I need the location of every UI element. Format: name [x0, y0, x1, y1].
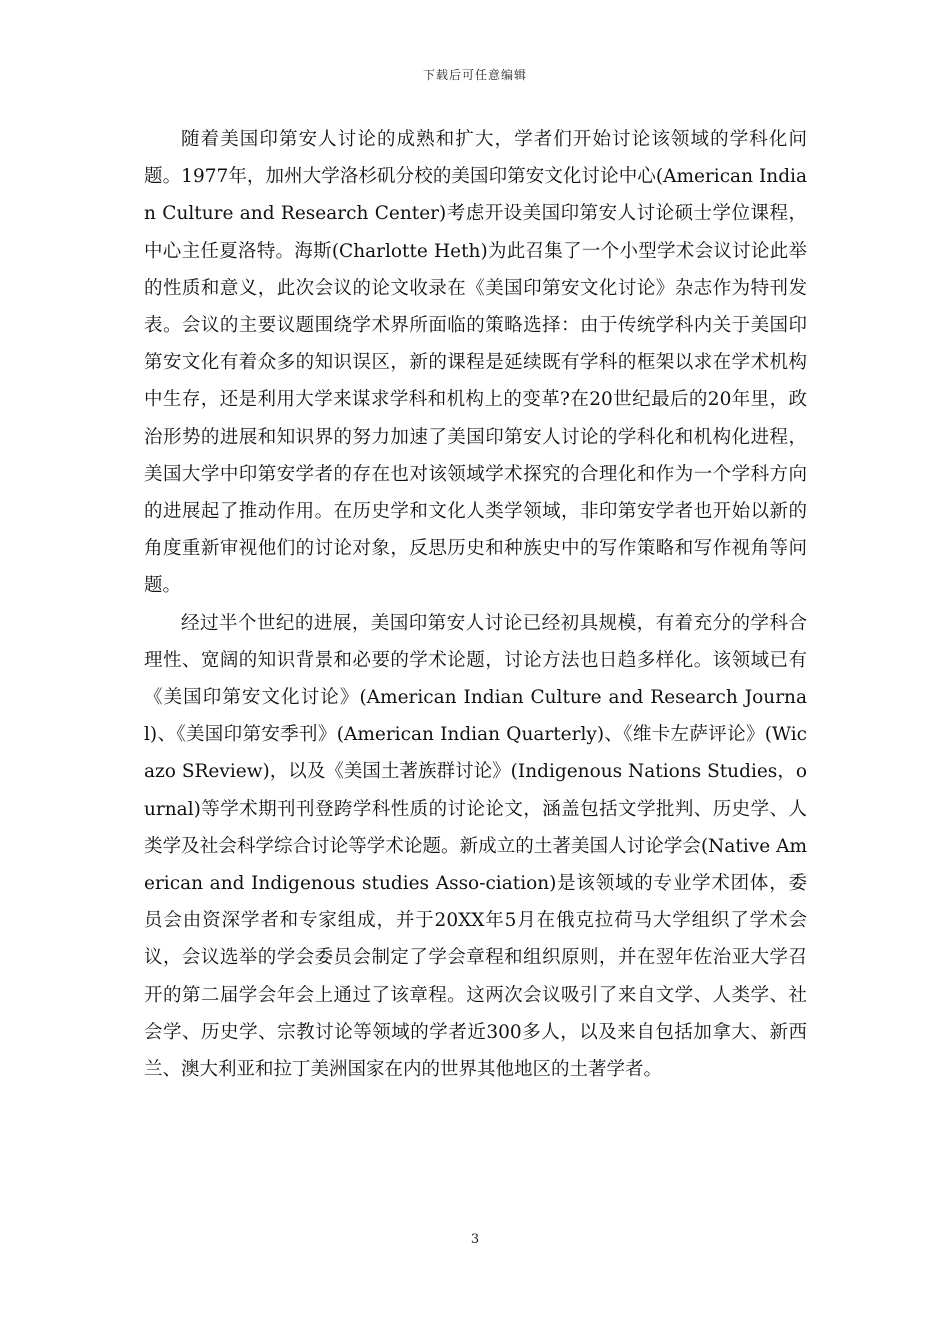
- page-header: 下载后可任意编辑: [422, 68, 527, 82]
- page-number: 3: [470, 1232, 480, 1247]
- paragraph-2: 经过半个世纪的进展，美国印第安人讨论已经初具规模，有着充分的学科合理性、宽阔的知识背景和必要的学术论题，讨论方法也日趋多样化。该领域已有《美国印第安文化讨论》(American Indian Culture and Research Journal)、《美国印第安季刊》(American Indian Quarterly)、《维卡左萨评论》(Wicazo SReview)，以及《美国土著族群讨论》(Indigenous Nations Studies，ournal)等学术期刊刊登跨学科性质的讨论论文，涵盖包括文学批判、历史学、人类学及社会科学综合讨论等学术论题。新成立的土著美国人讨论学会(Native American and Indigenous studies Asso-ciation)是该领域的专业学术团体，委员会由资深学者和专家组成，并于20XX年5月在俄克拉荷马大学组织了学术会议，会议选举的学会委员会制定了学会章程和组织原则，并在翌年佐治亚大学召开的第二届学会年会上通过了该章程。这两次会议吸引了来自文学、人类学、社会学、历史学、宗教讨论等领域的学者近300多人，以及来自包括加拿大、新西兰、澳大利亚和拉丁美洲国家在内的世界其他地区的土著学者。: [144, 612, 807, 1081]
- document-body: [144, 121, 807, 1088]
- paragraph-1: 随着美国印第安人讨论的成熟和扩大，学者们开始讨论该领域的学科化问题。1977年，加州大学洛杉矶分校的美国印第安文化讨论中心(American Indian Culture and Research Center)考虑开设美国印第安人讨论硕士学位课程，中心主任夏洛特。海斯(Charlotte Heth)为此召集了一个小型学术会议讨论此举的性质和意义，此次会议的论文收录在《美国印第安文化讨论》杂志作为特刊发表。会议的主要议题围绕学术界所面临的策略选择：由于传统学科内关于美国印第安文化有着众多的知识误区，新的课程是延续既有学科的框架以求在学术机构中生存，还是利用大学来谋求学科和机构上的变革?在20世纪最后的20年里，政治形势的进展和知识界的努力加速了美国印第安人讨论的学科化和机构化进程，美国大学中印第安学者的存在也对该领域学术探究的合理化和作为一个学科方向的进展起了推动作用。在历史学和文化人类学领域，非印第安学者也开始以新的角度重新审视他们的讨论对象，反思历史和种族史中的写作策略和写作视角等问题。: [144, 129, 807, 597]
